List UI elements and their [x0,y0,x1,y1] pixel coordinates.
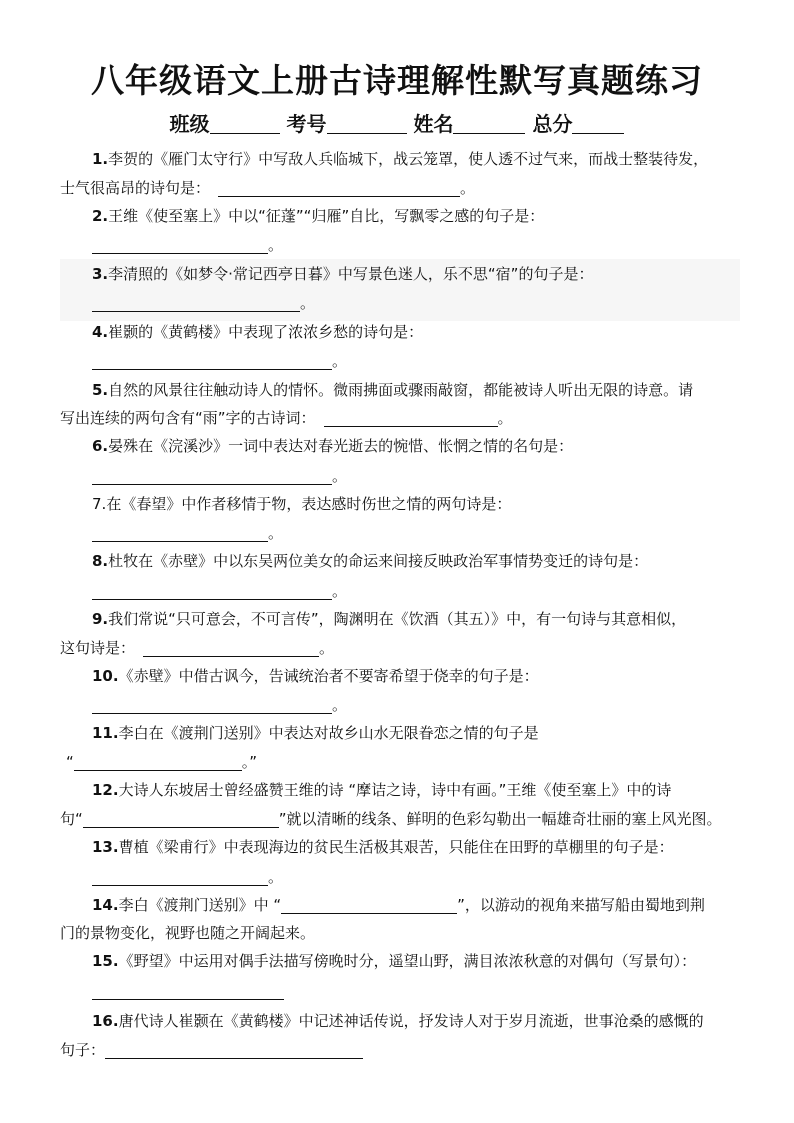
question-8-answer: 。 [92,578,772,604]
question-8-text: 杜牧在《赤壁》中以东吴两位美女的命运来间接反映政治军事情势变迁的诗句是： [108,552,649,570]
page-title: 八年级语文上册古诗理解性默写真题练习 [91,61,703,100]
student-info-line [0,108,794,140]
answer-blank-3[interactable] [92,293,300,312]
class-label: 班级 [169,112,210,136]
question-8: 8.杜牧在《赤壁》中以东吴两位美女的命运来间接反映政治军事情势变迁的诗句是： [92,552,649,570]
question-11-answer: “ 。” [66,753,258,771]
question-1-line2: 士气很高昂的诗句是： 。 [60,179,476,197]
question-10-answer: 。 [92,692,772,718]
question-3: 3.李清照的《如梦令·常记西亭日暮》中写景色迷人，乐不思“宿”的句子是： [92,265,594,283]
question-11-text: 李白在《渡荆门送别》中表达对故乡山水无限眷恋之情的句子是 [118,724,539,742]
question-9-text: 我们常说“只可意会，不可言传”，陶渊明在《饮酒（其五）》中，有一句诗与其意相似， [108,610,687,628]
question-14-line2: 门的景物变化，视野也随之开阔起来。 [60,924,316,942]
question-14: 14.李白《渡荆门送别》中 “ ”，以游动的视角来描写船由蜀地到荆 [92,896,705,914]
question-13-answer: 。 [92,864,772,890]
answer-blank-4[interactable] [92,351,332,370]
question-5: 5.自然的风景往往触动诗人的情怀。微雨拂面或骤雨敲窗，都能被诗人听出无限的诗意。请 [92,381,694,399]
name-field[interactable] [453,111,525,134]
question-7-answer: 。 [92,520,772,546]
question-2: 2.王维《使至塞上》中以“征蓬”“归雁”自比，写飘零之感的句子是： [92,207,545,225]
answer-blank-12[interactable] [83,809,279,828]
answer-blank-6[interactable] [92,466,332,485]
question-12-text: 大诗人东坡居士曾经盛赞王维的诗 “摩诘之诗，诗中有画。”王维《使至塞上》中的诗 [118,781,672,799]
question-4-answer: 。 [92,348,772,374]
question-10-text: 《赤壁》中借古讽今，告诫统治者不要寄希望于侥幸的句子是： [118,667,539,685]
answer-blank-16[interactable] [105,1040,363,1059]
question-13-text: 曹植《梁甫行》中表现海边的贫民生活极其艰苦，只能住在田野的草棚里的句子是： [118,838,674,856]
question-4: 4.崔颢的《黄鹤楼》中表现了浓浓乡愁的诗句是： [92,323,424,341]
question-16-line2: 句子： [60,1037,740,1063]
exam-no-field[interactable] [327,111,407,134]
question-6-text: 晏殊在《浣溪沙》一词中表达对春光逝去的惋惜、怅惘之情的名句是： [108,437,574,455]
question-5-text: 自然的风景往往触动诗人的情怀。微雨拂面或骤雨敲窗，都能被诗人听出无限的诗意。请 [108,381,694,399]
answer-blank-5[interactable] [324,408,498,427]
question-15-text: 《野望》中运用对偶手法描写傍晚时分，遥望山野，满目浓浓秋意的对偶句（写景句）： [118,952,697,970]
answer-blank-1[interactable] [218,178,460,197]
question-6: 6.晏殊在《浣溪沙》一词中表达对春光逝去的惋惜、怅惘之情的名句是： [92,437,574,455]
question-5-line2: 写出连续的两句含有“雨”字的古诗词： 。 [60,409,513,427]
question-12-line2: 句“ ”就以清晰的线条、鲜明的色彩勾勒出一幅雄奇壮丽的塞上风光图。 [60,810,722,828]
question-9-line2: 这句诗是： 。 [60,639,335,657]
class-field[interactable] [210,111,280,134]
answer-blank-8[interactable] [92,581,332,600]
question-4-text: 崔颢的《黄鹤楼》中表现了浓浓乡愁的诗句是： [108,323,424,341]
question-2-answer: 。 [92,232,772,258]
question-1-text: 李贺的《雁门太守行》中写敌人兵临城下，战云笼罩，使人透不过气来，而战士整装待发， [108,150,709,168]
answer-blank-7[interactable] [92,523,268,542]
answer-blank-10[interactable] [92,695,332,714]
exam-no-label: 考号 [286,112,327,136]
question-15-answer [92,978,772,1004]
question-15: 15.《野望》中运用对偶手法描写傍晚时分，遥望山野，满目浓浓秋意的对偶句（写景句）： [92,952,697,970]
question-13: 13.曹植《梁甫行》中表现海边的贫民生活极其艰苦，只能住在田野的草棚里的句子是： [92,838,674,856]
question-7-text: 在《春望》中作者移情于物，表达感时伤世之情的两句诗是： [106,495,512,513]
answer-blank-14[interactable] [281,895,457,914]
question-16: 16.唐代诗人崔颢在《黄鹤楼》中记述神话传说，抒发诗人对于岁月流逝，世事沧桑的感慨的 [92,1012,704,1030]
answer-blank-11[interactable] [74,752,242,771]
name-label: 姓名 [413,112,454,136]
score-field[interactable] [572,111,624,134]
question-16-text: 唐代诗人崔颢在《黄鹤楼》中记述神话传说，抒发诗人对于岁月流逝，世事沧桑的感慨的 [118,1012,704,1030]
question-3-text: 李清照的《如梦令·常记西亭日暮》中写景色迷人，乐不思“宿”的句子是： [108,265,594,283]
question-7: 7.在《春望》中作者移情于物，表达感时伤世之情的两句诗是： [92,495,512,513]
question-11: 11.李白在《渡荆门送别》中表达对故乡山水无限眷恋之情的句子是 [92,724,539,742]
answer-blank-9[interactable] [143,638,319,657]
question-10: 10.《赤壁》中借古讽今，告诫统治者不要寄希望于侥幸的句子是： [92,667,539,685]
answer-blank-13[interactable] [92,867,268,886]
question-3-answer: 。 [92,290,772,316]
answer-blank-15[interactable] [92,981,284,1000]
question-9: 9.我们常说“只可意会，不可言传”，陶渊明在《饮酒（其五）》中，有一句诗与其意相似， [92,610,687,628]
question-2-text: 王维《使至塞上》中以“征蓬”“归雁”自比，写飘零之感的句子是： [108,207,545,225]
score-label: 总分 [532,112,573,136]
question-6-answer: 。 [92,463,772,489]
answer-blank-2[interactable] [92,235,268,254]
question-12: 12.大诗人东坡居士曾经盛赞王维的诗 “摩诘之诗，诗中有画。”王维《使至塞上》中的诗 [92,781,672,799]
question-1: 1.李贺的《雁门太守行》中写敌人兵临城下，战云笼罩，使人透不过气来，而战士整装待发， [92,150,709,168]
